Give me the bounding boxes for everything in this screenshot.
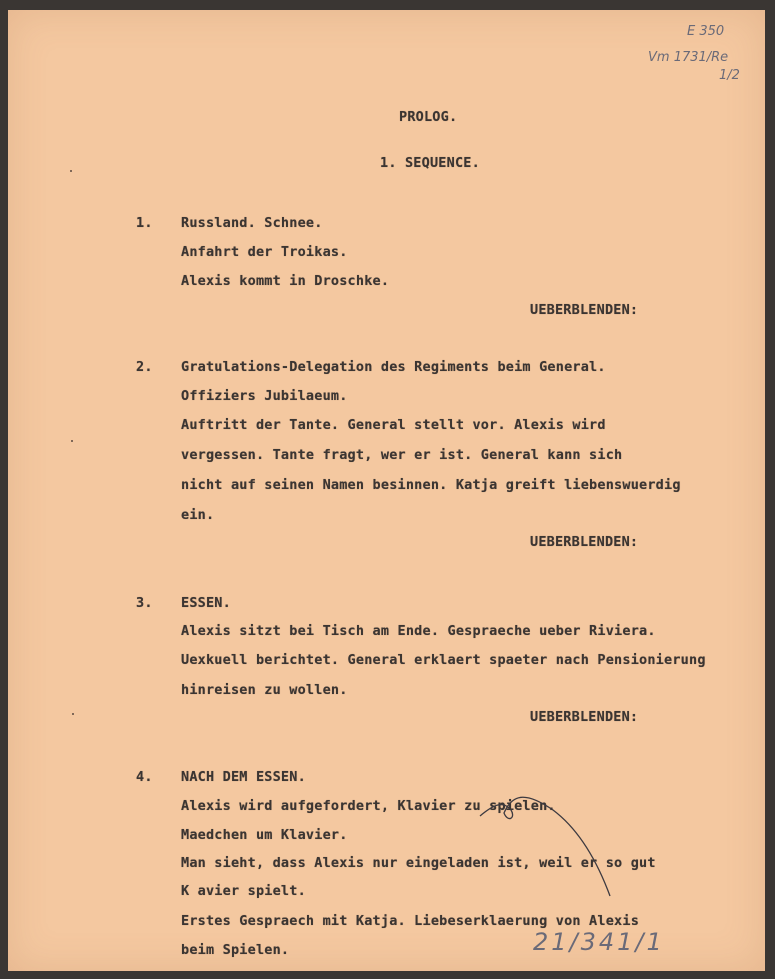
item-number: 3. xyxy=(136,595,153,611)
item-line: Offiziers Jubilaeum. xyxy=(181,388,348,404)
archive-ref-page: 1/2 xyxy=(719,68,740,83)
item-line: nicht auf seinen Namen besinnen. Katja greift liebenswuerdig xyxy=(181,477,681,493)
item-line: Erstes Gespraech mit Katja. Liebeserklaerung von Alexis xyxy=(181,913,640,929)
archive-ref-bottom: 21/341/1 xyxy=(533,928,665,956)
item-line: Alexis wird aufgefordert, Klavier zu spielen. xyxy=(181,798,556,814)
margin-speck xyxy=(72,713,74,715)
item-line: Anfahrt der Troikas. xyxy=(181,244,348,260)
item-line: Uexkuell berichtet. General erklaert spaeter nach Pensionierung xyxy=(181,652,706,668)
sequence-title: 1. SEQUENCE. xyxy=(380,155,480,171)
item-line: Alexis kommt in Droschke. xyxy=(181,273,390,289)
item-line: Russland. Schnee. xyxy=(181,215,323,231)
item-line: Auftritt der Tante. General stellt vor. Alexis wird xyxy=(181,417,606,433)
item-line: Gratulations-Delegation des Regiments beim General. xyxy=(181,359,606,375)
item-number: 1. xyxy=(136,215,153,231)
margin-speck xyxy=(70,170,72,172)
item-line: Man sieht, dass Alexis nur eingeladen ist, weil er so gut xyxy=(181,855,656,871)
typescript-page xyxy=(8,10,765,971)
item-number: 4. xyxy=(136,769,153,785)
item-line: hinreisen zu wollen. xyxy=(181,682,348,698)
item-number: 2. xyxy=(136,359,153,375)
item-line: Maedchen um Klavier. xyxy=(181,827,348,843)
transition-label: UEBERBLENDEN: xyxy=(530,534,639,550)
prolog-title: PROLOG. xyxy=(399,109,458,125)
item-line: ESSEN. xyxy=(181,595,231,611)
item-line: vergessen. Tante fragt, wer er ist. General kann sich xyxy=(181,447,623,463)
transition-label: UEBERBLENDEN: xyxy=(530,302,639,318)
item-line: NACH DEM ESSEN. xyxy=(181,769,306,785)
item-line: ein. xyxy=(181,507,215,523)
archive-ref-top: E 350 xyxy=(687,24,725,39)
margin-speck xyxy=(71,440,73,442)
item-line: beim Spielen. xyxy=(181,942,290,958)
transition-label: UEBERBLENDEN: xyxy=(530,709,639,725)
archive-ref-mid: Vm 1731/Re xyxy=(648,50,729,65)
item-line: Alexis sitzt bei Tisch am Ende. Gespraeche ueber Riviera. xyxy=(181,623,656,639)
item-line: K avier spielt. xyxy=(181,883,306,899)
